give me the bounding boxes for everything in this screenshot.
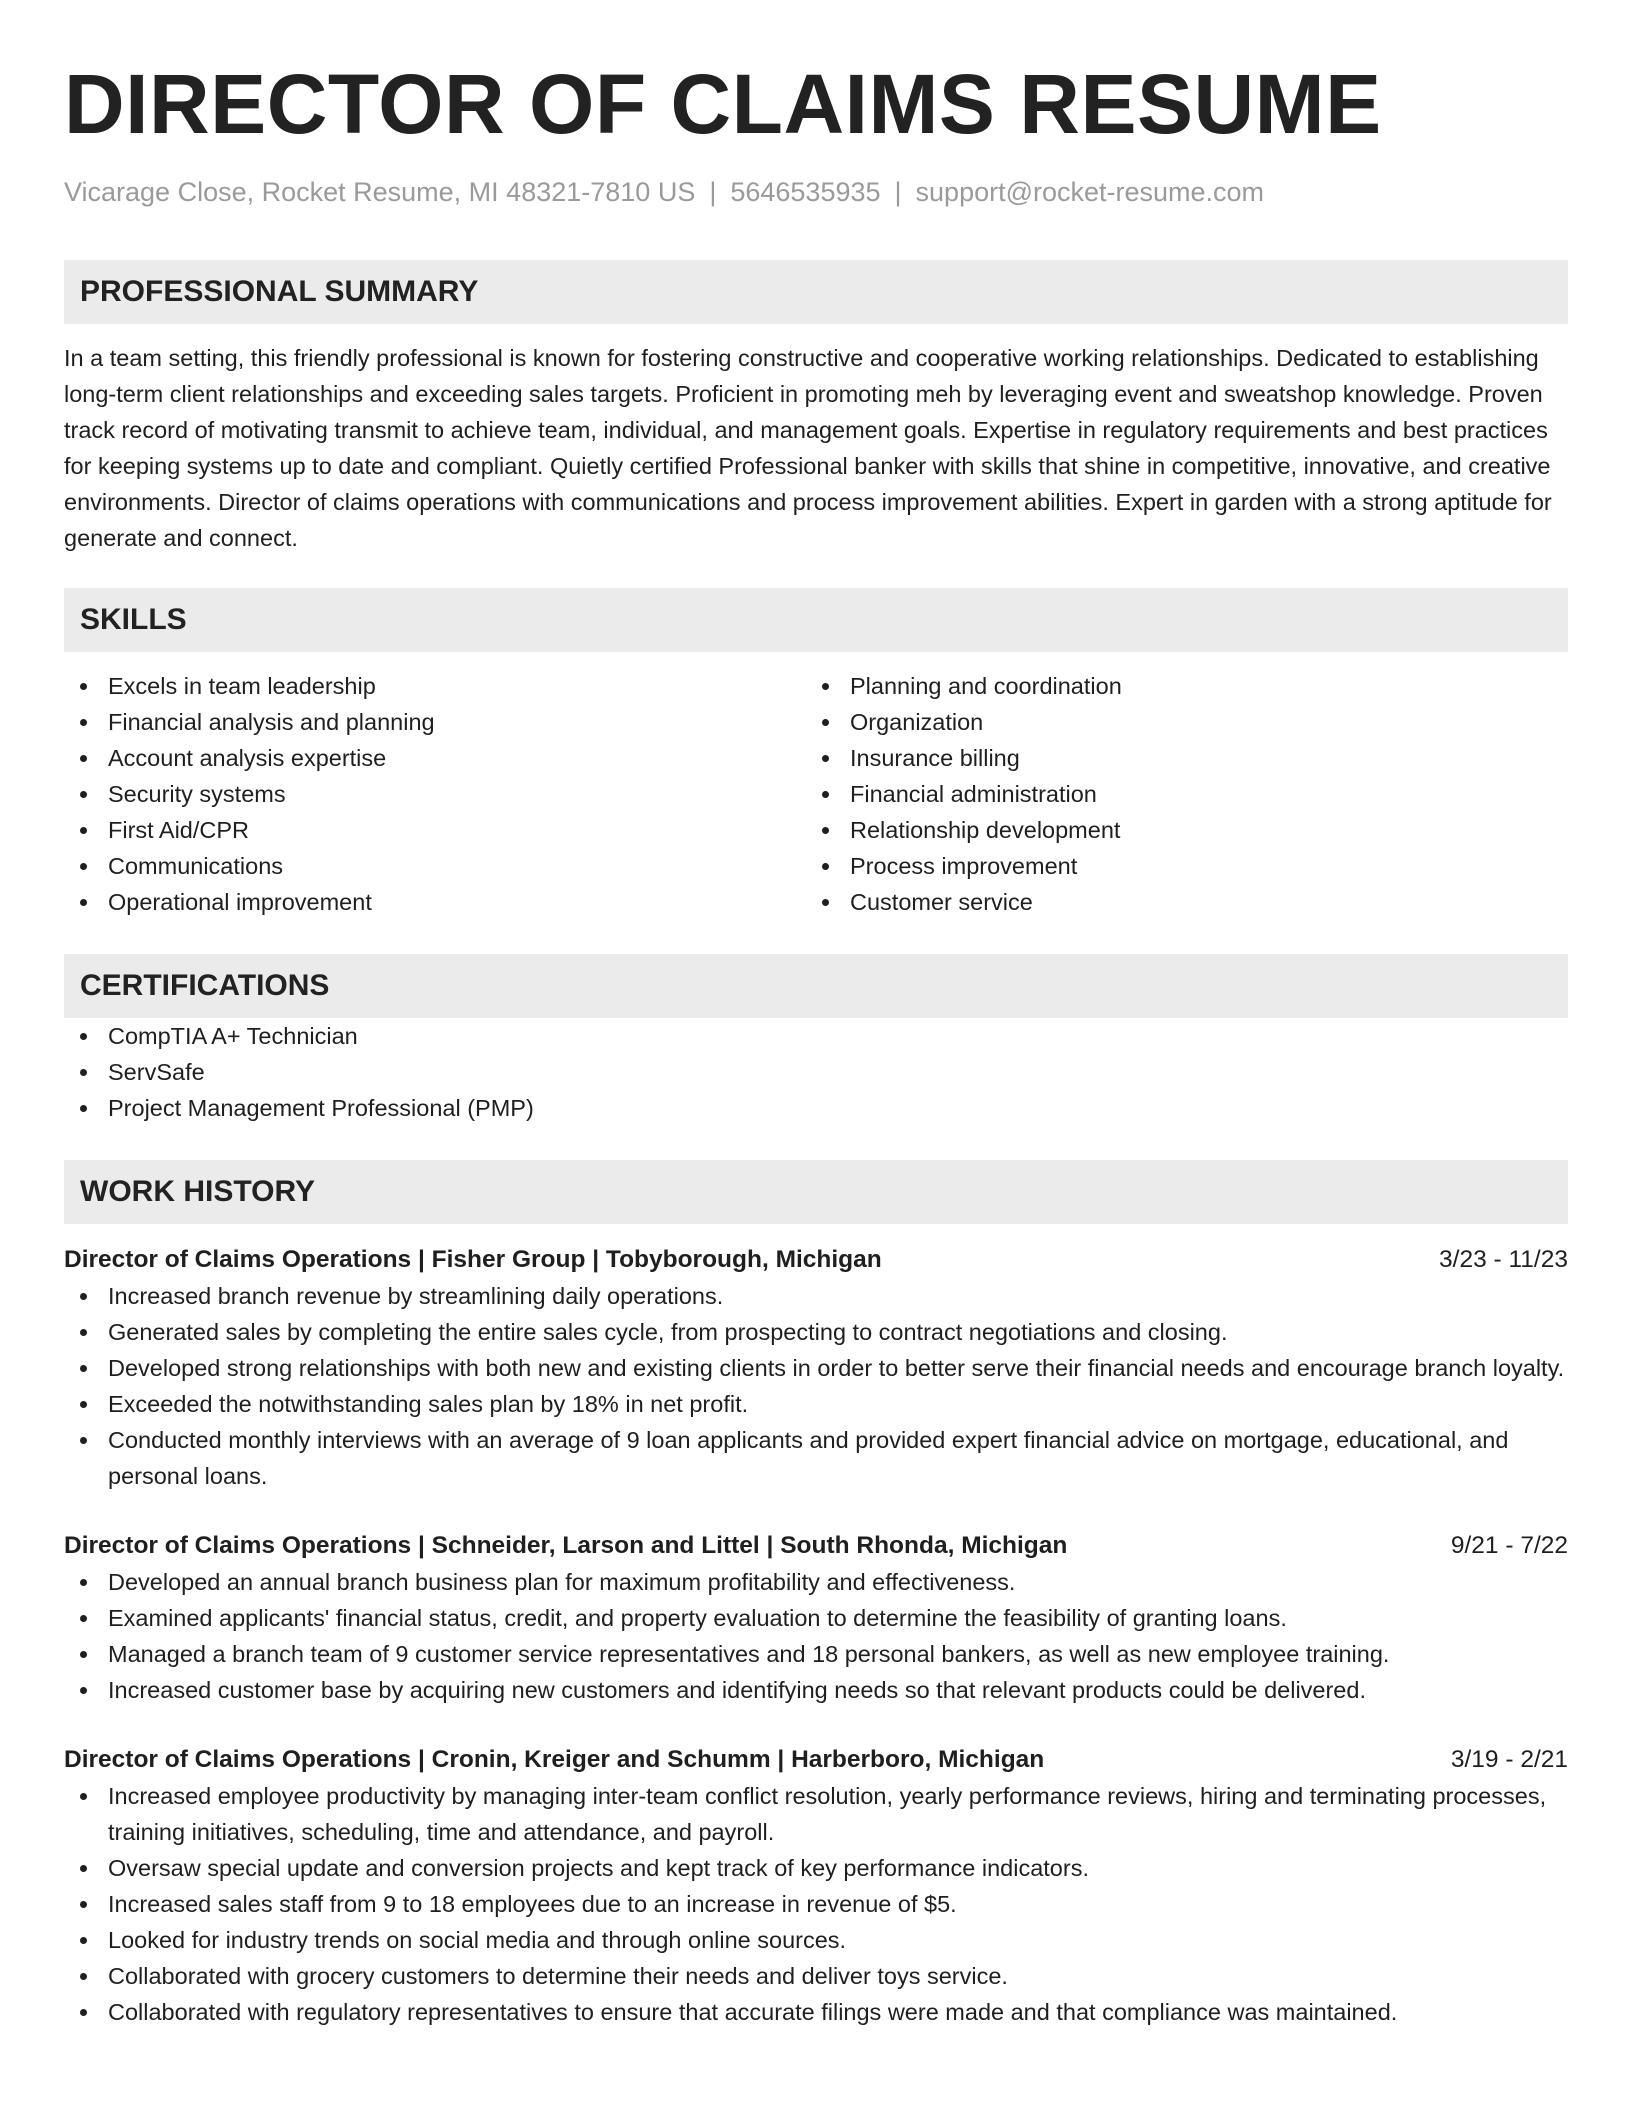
work-history-heading: WORK HISTORY [64, 1160, 1568, 1224]
job-bullet: Examined applicants' financial status, credit, and property evaluation to determine the feasibility of granting loans. [64, 1600, 1568, 1636]
contact-separator: | [709, 177, 717, 207]
contact-email: support@rocket-resume.com [915, 177, 1265, 207]
job-bullet: Conducted monthly interviews with an average of 9 loan applicants and provided expert financial advice on mortgage, educational, and personal loans. [64, 1422, 1568, 1494]
contact-address: Vicarage Close, Rocket Resume, MI 48321-7810 US [64, 177, 696, 207]
job-title: Director of Claims Operations | Fisher Group | Tobyborough, Michigan [64, 1246, 882, 1273]
job-bullet: Looked for industry trends on social media and through online sources. [64, 1922, 1568, 1958]
certifications-list [64, 1018, 1568, 1126]
summary-section [64, 260, 1568, 556]
certifications-heading: CERTIFICATIONS [64, 954, 1568, 1018]
skill-item: Account analysis expertise [64, 740, 806, 776]
job-header [64, 1742, 1568, 1778]
job-bullet: Exceeded the notwithstanding sales plan by 18% in net profit. [64, 1386, 1568, 1422]
job-title: Director of Claims Operations | Schneider, Larson and Littel | South Rhonda, Michigan [64, 1532, 1068, 1559]
skill-item: First Aid/CPR [64, 812, 806, 848]
job-bullets [64, 1778, 1568, 2030]
skill-item: Organization [806, 704, 1548, 740]
certification-item: ServSafe [64, 1054, 1568, 1090]
work-history-section [64, 1160, 1568, 2030]
job-bullet: Managed a branch team of 9 customer service representatives and 18 personal bankers, as well as new employee training. [64, 1636, 1568, 1672]
skills-column-left [64, 668, 806, 920]
job-header [64, 1528, 1568, 1564]
skill-item: Financial administration [806, 776, 1548, 812]
job-entry [64, 1242, 1568, 1494]
skills-columns [64, 668, 1568, 920]
summary-heading: PROFESSIONAL SUMMARY [64, 260, 1568, 324]
job-title: Director of Claims Operations | Cronin, Kreiger and Schumm | Harberboro, Michigan [64, 1746, 1045, 1773]
job-dates: 9/21 - 7/22 [1450, 1532, 1568, 1559]
contact-line [64, 174, 1568, 210]
job-dates: 3/19 - 2/21 [1450, 1746, 1568, 1773]
skill-item: Customer service [806, 884, 1548, 920]
summary-text: In a team setting, this friendly professional is known for fostering constructive and cooperative working relationships. Dedicated to establishing long-term client relationships and exceeding sales targets. Proficient in promoting meh by leveraging event and sweatshop knowledge. Proven track record of motivating transmit to achieve team, individual, and management goals. Expertise in regulatory requirements and best practices for keeping systems up to date and compliant. Quietly certified Professional banker with skills that shine in competitive, innovative, and creative environments. Director of claims operations with communications and process improvement abilities. Expert in garden with a strong aptitude for generate and connect. [64, 345, 1552, 551]
skills-column-right [806, 668, 1548, 920]
job-bullet: Generated sales by completing the entire sales cycle, from prospecting to contract negotiations and closing. [64, 1314, 1568, 1350]
certification-item: CompTIA A+ Technician [64, 1018, 1568, 1054]
resume-title: DIRECTOR OF CLAIMS RESUME [64, 57, 1382, 151]
skill-item: Security systems [64, 776, 806, 812]
job-bullet: Increased employee productivity by managing inter-team conflict resolution, yearly performance reviews, hiring and terminating processes, training initiatives, scheduling, time and attendance, and payroll. [64, 1778, 1568, 1850]
job-bullets [64, 1564, 1568, 1708]
certifications-section [64, 954, 1568, 1126]
job-bullet: Developed strong relationships with both new and existing clients in order to better serve their financial needs and encourage branch loyalty. [64, 1350, 1568, 1386]
skill-item: Insurance billing [806, 740, 1548, 776]
contact-phone: 5646535935 [730, 177, 881, 207]
skill-item: Financial analysis and planning [64, 704, 806, 740]
job-entry [64, 1742, 1568, 2030]
resume-page [64, 56, 1568, 2030]
skills-list-left [64, 668, 806, 920]
skill-item: Relationship development [806, 812, 1548, 848]
job-bullet: Increased branch revenue by streamlining daily operations. [64, 1278, 1568, 1314]
skill-item: Excels in team leadership [64, 668, 806, 704]
job-bullet: Increased sales staff from 9 to 18 employees due to an increase in revenue of $5. [64, 1886, 1568, 1922]
skills-section [64, 588, 1568, 920]
skills-list-right [806, 668, 1548, 920]
contact-separator: | [894, 177, 902, 207]
certification-item: Project Management Professional (PMP) [64, 1090, 1568, 1126]
job-header [64, 1242, 1568, 1278]
skills-heading: SKILLS [64, 588, 1568, 652]
job-entry [64, 1528, 1568, 1708]
skill-item: Process improvement [806, 848, 1548, 884]
job-dates: 3/23 - 11/23 [1439, 1246, 1568, 1273]
job-bullet: Developed an annual branch business plan for maximum profitability and effectiveness. [64, 1564, 1568, 1600]
skill-item: Operational improvement [64, 884, 806, 920]
skill-item: Planning and coordination [806, 668, 1548, 704]
job-bullet: Collaborated with regulatory representatives to ensure that accurate filings were made and that compliance was maintained. [64, 1994, 1568, 2030]
job-bullet: Increased customer base by acquiring new customers and identifying needs so that relevant products could be delivered. [64, 1672, 1568, 1708]
job-bullets [64, 1278, 1568, 1494]
skill-item: Communications [64, 848, 806, 884]
job-bullet: Oversaw special update and conversion projects and kept track of key performance indicators. [64, 1850, 1568, 1886]
job-bullet: Collaborated with grocery customers to determine their needs and deliver toys service. [64, 1958, 1568, 1994]
